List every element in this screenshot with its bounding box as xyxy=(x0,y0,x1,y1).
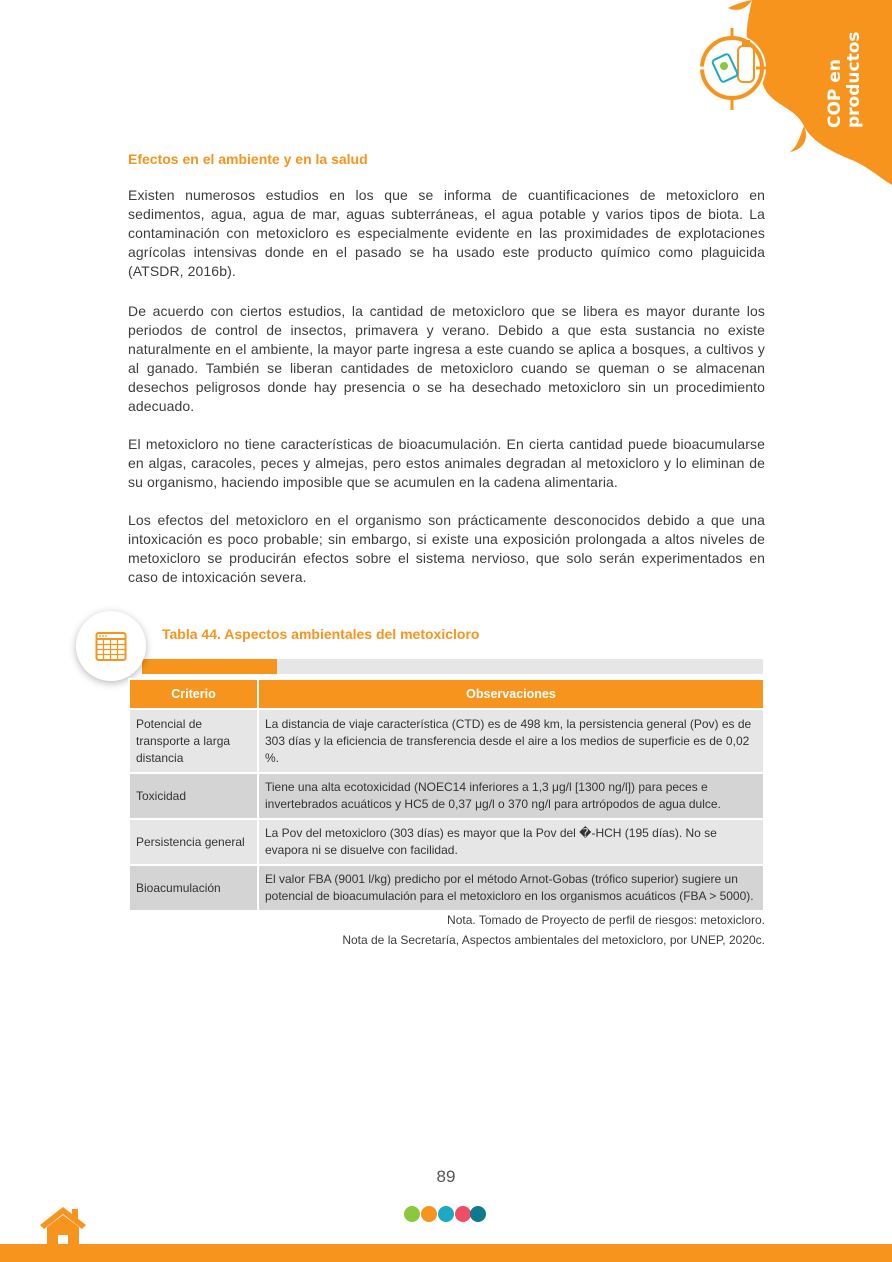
dot xyxy=(455,1206,471,1222)
caption-bar-accent xyxy=(142,659,277,674)
section-heading: Efectos en el ambiente y en la salud xyxy=(128,151,368,167)
home-icon[interactable] xyxy=(38,1205,88,1247)
table-row xyxy=(129,709,764,773)
dot xyxy=(421,1206,437,1222)
cell-criterio: Bioacumulación xyxy=(129,865,258,911)
cell-observaciones: El valor FBA (9001 l/kg) predicho por el método Arnot-Gobas (trófico superior) sugiere un potencial de bioacumulación para el metoxicloro en los organismos acuáticos (FBA > 5000). xyxy=(258,865,764,911)
cell-criterio: Potencial de transporte a larga distancia xyxy=(129,709,258,773)
page-number: 89 xyxy=(436,1167,456,1186)
color-dots xyxy=(404,1206,488,1222)
table-row xyxy=(129,819,764,865)
table-badge xyxy=(76,611,146,681)
cell-criterio: Persistencia general xyxy=(129,819,258,865)
column-header-observaciones: Observaciones xyxy=(258,679,764,709)
cell-criterio: Toxicidad xyxy=(129,773,258,819)
environmental-aspects-table xyxy=(128,678,765,912)
section-tab-label[interactable] xyxy=(825,31,864,128)
paragraph: El metoxicloro no tiene características de bioacumulación. En cierta cantidad puede bioacumularse en algas, caracoles, peces y almejas, pero estos animales degradan al metoxicloro y lo eliminan de su organismo, haciendo imposible que se acumulen en la cadena alimentaria. xyxy=(128,436,765,490)
section-tab-line1: COP en xyxy=(825,59,845,128)
table-row xyxy=(129,865,764,911)
cell-observaciones: La distancia de viaje característica (CTD) es de 498 km, la persistencia general (Pov) es de 303 días y la eficiencia de transferencia desde el aire a los medios de superficie es de 0,02 %. xyxy=(258,709,764,773)
column-header-criterio: Criterio xyxy=(129,679,258,709)
dot xyxy=(470,1206,486,1222)
paragraph: Existen numerosos estudios en los que se informa de cuantificaciones de metoxicloro en sedimentos, agua, agua de mar, aguas subterráneas, el agua potable y varios tipos de biota. La contaminación con metoxicloro es especialmente evidente en las proximidades de explotaciones agrícolas intensivas donde en el pasado se ha usado este producto químico como plaguicida (ATSDR, 2016b). xyxy=(128,187,765,279)
table-caption: Tabla 44. Aspectos ambientales del metoxicloro xyxy=(162,626,480,642)
table-note-source: Nota de la Secretaría, Aspectos ambientales del metoxicloro, por UNEP, 2020c. xyxy=(342,933,765,947)
footer-bar xyxy=(0,1244,892,1262)
dot xyxy=(438,1206,454,1222)
paragraph: De acuerdo con ciertos estudios, la cantidad de metoxicloro que se libera es mayor durante los periodos de control de insectos, primavera y verano. Debido a que esta sustancia no existe naturalmente en el ambiente, la mayor parte ingresa a este cuando se aplica a bosques, a cultivos y al ganado. También se liberan cantidades de metoxicloro cuando se queman o se almacenan desechos peligrosos donde hay presencia o se ha desechado metoxicloro sin un procedimiento adecuado. xyxy=(128,303,765,414)
calendar-table-icon xyxy=(95,630,127,662)
paragraph: Los efectos del metoxicloro en el organismo son prácticamente desconocidos debido a que una intoxicación es poco probable; sin embargo, si existe una exposición prolongada a altos niveles de metoxicloro se producirán efectos sobre el sistema nervioso, que solo serán experimentados en caso de intoxicación severa. xyxy=(128,512,765,585)
cell-observaciones: Tiene una alta ecotoxicidad (NOEC14 inferiores a 1,3 μg/l [1300 ng/l]) para peces e invertebrados acuáticos y HC5 de 0,37 μg/l o 370 ng/l para artrópodos de agua dulce. xyxy=(258,773,764,819)
table-row xyxy=(129,773,764,819)
dot xyxy=(404,1206,420,1222)
section-tab-line2: productos xyxy=(844,31,864,128)
cell-observaciones: La Pov del metoxicloro (303 días) es mayor que la Pov del �-HCH (195 días). No se evapora ni se disuelve con facilidad. xyxy=(258,819,764,865)
table-note: Nota. Tomado de Proyecto de perfil de riesgos: metoxicloro. xyxy=(447,913,765,927)
